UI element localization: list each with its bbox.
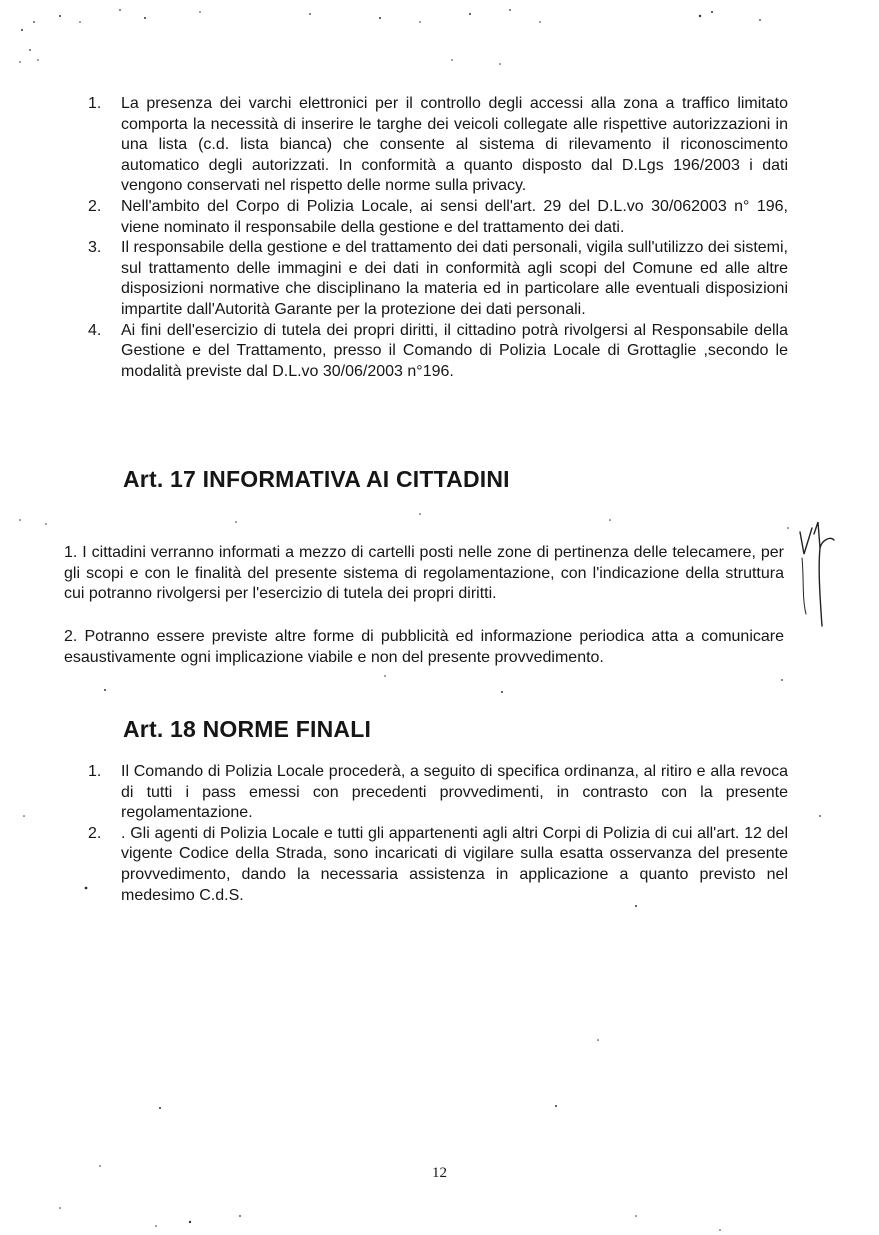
list-text: Il Comando di Polizia Locale procederà, a seguito di specifica ordinanza, al ritiro e alla revoca di tutti i pass emessi con precedenti provvedimenti, in contrasto con la presente regolamentazione. [121,763,788,822]
list-text: Ai fini dell'esercizio di tutela dei propri diritti, il cittadino potrà rivolgersi al Responsabile della Gestione e del Trattamento, presso il Comando di Polizia Locale di Grottaglie ,secondo le modalità previste dal D.L.vo 30/06/2003 n°196. [121,321,788,380]
article-17-paragraph-1: 1. I cittadini verranno informati a mezzo di cartelli posti nelle zone di pertinenza delle telecamere, per gli scopi e con le finalità del presente sistema di regolamentazione, con l'indicazione della struttura cui potranno rivolgersi per l'esercizio di tutela dei propri diritti. [64,544,784,603]
list-number: 4. [88,321,102,339]
list-text: . Gli agenti di Polizia Locale e tutti gli appartenenti agli altri Corpi di Polizia di cui all'art. 12 del vigente Codice della Strada, sono incaricati di vigilare sulla esatta osservanza del presente provvedimento, dando la necessaria assistenza in applicazione a quanto previsto nel medesimo C.d.S. [121,824,788,904]
list-text: Il responsabile della gestione e del trattamento dei dati personali, vigila sull'utilizzo dei sistemi, sul trattamento delle immagini e dei dati in conformità agli scopi del Comune ed alle altre disposizioni normative che disciplinano la materia ed in particolare alle eventuali disposizioni impartite dall'Autorità Garante per la protezione dei dati personali. [121,239,788,318]
numbered-list-art16 [88,94,788,382]
list-item [88,197,788,238]
list-item [88,238,788,320]
article-17-heading: Art. 17 INFORMATIVA AI CITTADINI [123,466,510,492]
list-number: 2. [88,824,102,842]
list-number: 1. [88,763,102,780]
list-item [88,824,788,906]
list-item [88,321,788,383]
numbered-list-art18 [88,762,788,906]
handwritten-signature [790,518,850,628]
list-item [88,762,788,824]
article-18-heading: Art. 18 NORME FINALI [123,716,372,742]
list-item [88,94,788,197]
article-17-paragraph-2: 2. Potranno essere previste altre forme di pubblicità ed informazione periodica atta a comunicare esaustivamente ogni implicazione viabile e non del presente provvedimento. [64,628,784,666]
list-number: 3. [88,239,102,257]
page-number: 12 [432,1165,447,1181]
list-text: La presenza dei varchi elettronici per il controllo degli accessi alla zona a traffico limitato comporta la necessità di inserire le targhe dei veicoli collegate alle rispettive autorizzazioni in una lista (c.d. lista bianca) che consente al sistema di rilevamento il riconoscimento automatico degli autorizzati. In conformità a quanto disposto dal D.Lgs 196/2003 i dati vengono conservati nel rispetto delle norme sulla privacy. [121,95,788,195]
list-text: Nell'ambito del Corpo di Polizia Locale, ai sensi dell'art. 29 del D.L.vo 30/062003 n° 196, viene nominato il responsabile della gestione e del trattamento dei dati. [121,197,788,236]
list-number: 1. [88,95,102,112]
list-number: 2. [88,197,102,215]
